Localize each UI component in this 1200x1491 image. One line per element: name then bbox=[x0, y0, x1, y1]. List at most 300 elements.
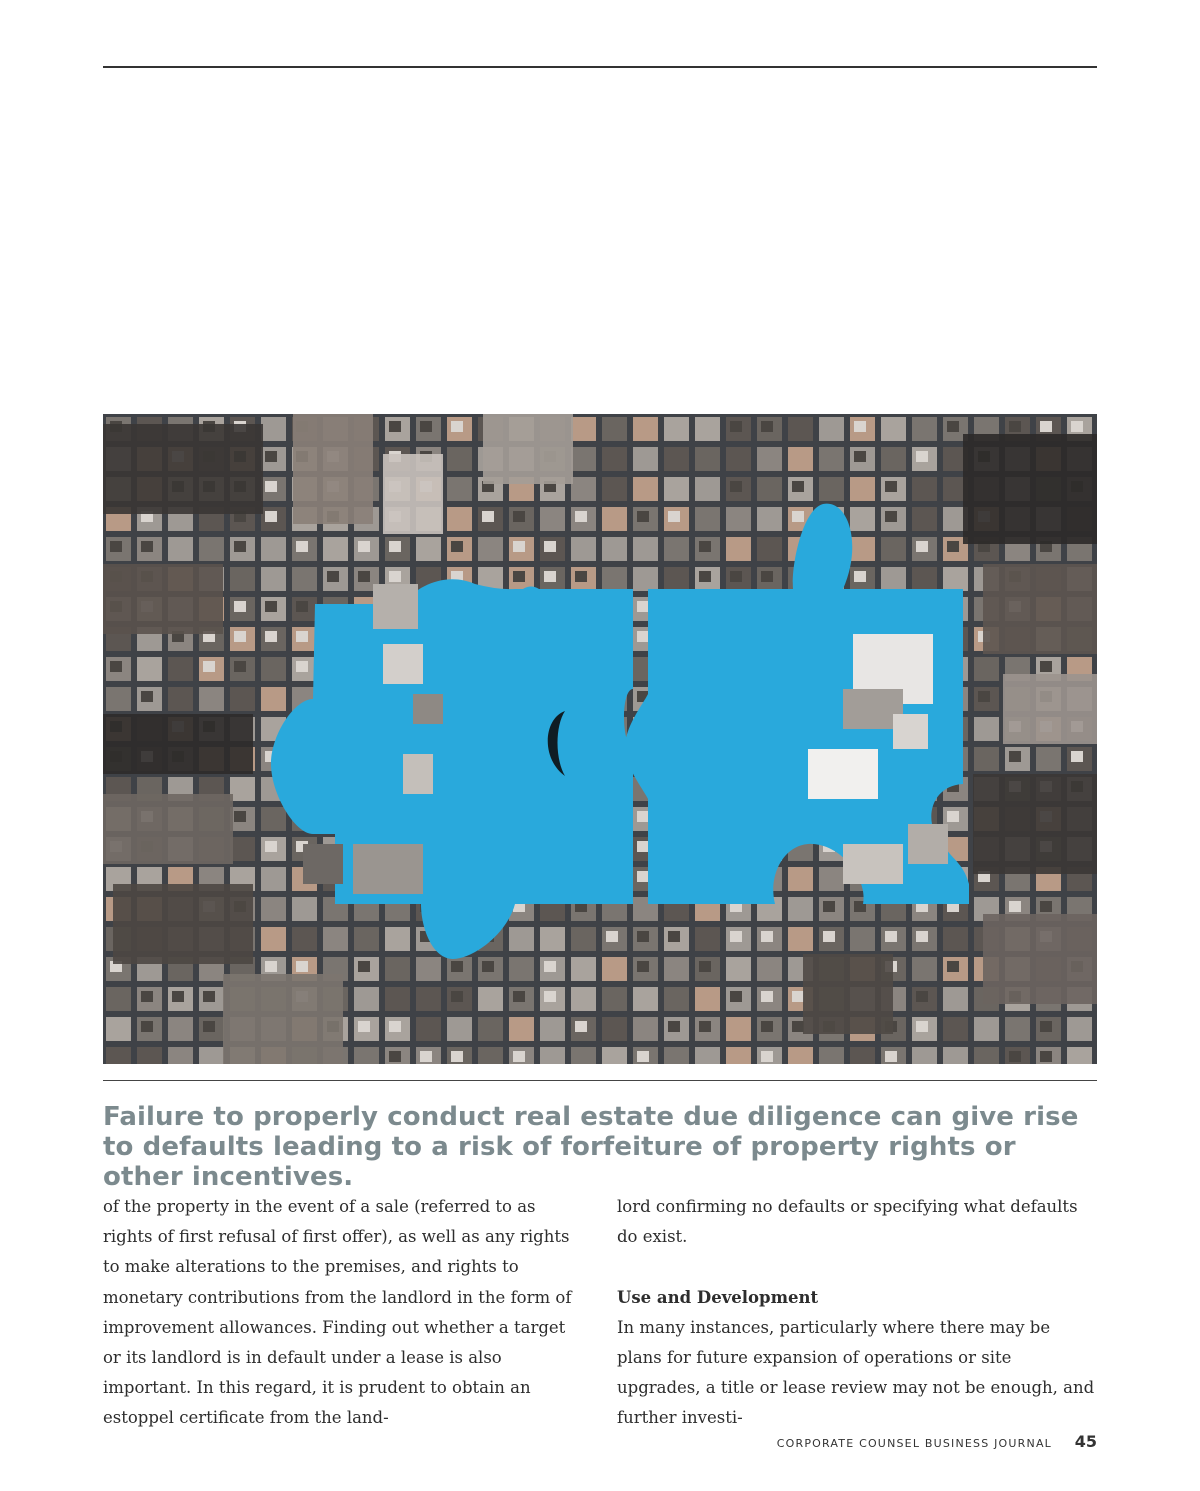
rooftop-detail bbox=[1009, 751, 1021, 762]
rooftop-detail bbox=[1009, 901, 1021, 912]
rooftop-detail bbox=[575, 1021, 587, 1032]
city-block bbox=[261, 687, 286, 711]
building-over-puzzle bbox=[413, 694, 443, 724]
rooftop-detail bbox=[1040, 1021, 1052, 1032]
building-over-puzzle bbox=[893, 714, 928, 749]
rooftop-detail bbox=[1009, 1051, 1021, 1062]
city-block bbox=[199, 687, 224, 711]
rooftop-detail bbox=[358, 571, 370, 582]
city-block bbox=[912, 417, 937, 441]
rooftop-detail bbox=[761, 1051, 773, 1062]
rooftop-detail bbox=[761, 571, 773, 582]
pull-quote: Failure to properly conduct real estate due diligence can give rise to defaults leading to a risk of forfeiture of property rights or other incentives. bbox=[103, 1102, 1079, 1192]
rooftop-detail bbox=[1009, 421, 1021, 432]
city-block bbox=[633, 447, 658, 471]
rooftop-detail bbox=[730, 931, 742, 942]
city-block bbox=[602, 447, 627, 471]
rooftop-detail bbox=[761, 931, 773, 942]
city-block bbox=[788, 447, 813, 471]
city-block bbox=[106, 987, 131, 1011]
city-block bbox=[664, 447, 689, 471]
city-block bbox=[788, 897, 813, 921]
rooftop-detail bbox=[265, 631, 277, 642]
rooftop-detail bbox=[141, 541, 153, 552]
rooftop-detail bbox=[389, 421, 401, 432]
city-block bbox=[571, 477, 596, 501]
rooftop-detail bbox=[513, 571, 525, 582]
city-block bbox=[881, 447, 906, 471]
rooftop-detail bbox=[699, 571, 711, 582]
tower-rooftop bbox=[293, 414, 373, 524]
city-block bbox=[664, 477, 689, 501]
city-block bbox=[385, 987, 410, 1011]
rooftop-detail bbox=[389, 1021, 401, 1032]
city-block bbox=[354, 927, 379, 951]
city-block bbox=[633, 477, 658, 501]
city-block bbox=[602, 957, 627, 981]
city-block bbox=[664, 1047, 689, 1064]
city-block bbox=[695, 927, 720, 951]
tower-rooftop bbox=[803, 954, 893, 1034]
rooftop-detail bbox=[451, 991, 463, 1002]
rooftop-detail bbox=[637, 841, 649, 852]
city-block bbox=[633, 417, 658, 441]
city-block bbox=[726, 447, 751, 471]
rooftop-detail bbox=[730, 571, 742, 582]
city-block bbox=[726, 537, 751, 561]
city-block bbox=[168, 657, 193, 681]
building-over-puzzle bbox=[383, 644, 423, 684]
rooftop-detail bbox=[234, 811, 246, 822]
city-block bbox=[757, 447, 782, 471]
city-block bbox=[292, 567, 317, 591]
city-block bbox=[664, 987, 689, 1011]
city-block bbox=[1067, 1047, 1092, 1064]
rooftop-detail bbox=[203, 1021, 215, 1032]
section-subhead: Use and Development bbox=[617, 1287, 819, 1307]
city-block bbox=[633, 537, 658, 561]
city-block bbox=[819, 477, 844, 501]
rooftop-detail bbox=[203, 991, 215, 1002]
top-rule bbox=[103, 66, 1097, 68]
city-block bbox=[385, 927, 410, 951]
right-column-body: In many instances, particularly where there may be plans for future expansion of operations or site upgrades, a title or lease review may not be enough, and further investi- bbox=[617, 1317, 1095, 1428]
rooftop-detail bbox=[699, 1021, 711, 1032]
city-block bbox=[757, 477, 782, 501]
rooftop-detail bbox=[265, 601, 277, 612]
rooftop-detail bbox=[1071, 421, 1083, 432]
rooftop-detail bbox=[265, 511, 277, 522]
city-block bbox=[354, 987, 379, 1011]
city-block bbox=[199, 1047, 224, 1064]
rooftop-detail bbox=[265, 841, 277, 852]
city-block bbox=[788, 417, 813, 441]
city-block bbox=[509, 927, 534, 951]
city-block bbox=[912, 567, 937, 591]
city-block bbox=[695, 507, 720, 531]
rooftop-detail bbox=[916, 931, 928, 942]
tower-rooftop bbox=[483, 414, 573, 484]
rooftop-detail bbox=[916, 991, 928, 1002]
building-over-puzzle bbox=[373, 584, 418, 629]
rooftop-detail bbox=[1040, 1051, 1052, 1062]
city-block bbox=[943, 1017, 968, 1041]
city-block bbox=[974, 657, 999, 681]
rooftop-detail bbox=[668, 511, 680, 522]
city-block bbox=[695, 987, 720, 1011]
city-block bbox=[168, 687, 193, 711]
rooftop-detail bbox=[265, 961, 277, 972]
city-block bbox=[912, 1047, 937, 1064]
city-block bbox=[292, 897, 317, 921]
city-block bbox=[943, 927, 968, 951]
city-block bbox=[447, 1017, 472, 1041]
city-block bbox=[974, 747, 999, 771]
tower-rooftop bbox=[973, 774, 1097, 874]
city-block bbox=[416, 987, 441, 1011]
city-block bbox=[850, 537, 875, 561]
city-block bbox=[230, 837, 255, 861]
rooftop-detail bbox=[296, 601, 308, 612]
rooftop-detail bbox=[885, 481, 897, 492]
rooftop-detail bbox=[575, 511, 587, 522]
city-block bbox=[540, 1047, 565, 1064]
left-column-text: of the property in the event of a sale (referred to as rights of first refusal of first offer), as well as any rights to make alterations to the premises, and rights to monetary contributions from the landlord in the form of improvement allowances. Finding out whether a target or its landlord is in default under a lease is also important. In this regard, it is prudent to obtain an estoppel certificate from the land- bbox=[103, 1197, 572, 1428]
tower-rooftop bbox=[983, 564, 1097, 654]
city-block bbox=[602, 507, 627, 531]
city-block bbox=[1067, 1017, 1092, 1041]
tower-rooftop bbox=[103, 714, 253, 774]
city-block bbox=[664, 957, 689, 981]
rooftop-detail bbox=[637, 511, 649, 522]
city-block bbox=[106, 1017, 131, 1041]
city-block bbox=[571, 1047, 596, 1064]
city-block bbox=[447, 477, 472, 501]
city-block bbox=[757, 507, 782, 531]
city-block bbox=[447, 507, 472, 531]
rooftop-detail bbox=[172, 991, 184, 1002]
city-block bbox=[323, 927, 348, 951]
rooftop-detail bbox=[265, 481, 277, 492]
rooftop-detail bbox=[668, 1021, 680, 1032]
city-block bbox=[168, 537, 193, 561]
city-block bbox=[478, 987, 503, 1011]
city-block bbox=[292, 927, 317, 951]
rooftop-detail bbox=[792, 1021, 804, 1032]
rooftop-detail bbox=[358, 541, 370, 552]
city-block bbox=[571, 957, 596, 981]
rooftop-detail bbox=[234, 541, 246, 552]
rooftop-detail bbox=[823, 901, 835, 912]
caption-rule bbox=[103, 1080, 1097, 1081]
city-block bbox=[664, 537, 689, 561]
city-puzzle-image bbox=[103, 414, 1097, 1064]
rooftop-detail bbox=[885, 511, 897, 522]
rooftop-detail bbox=[451, 961, 463, 972]
city-block bbox=[261, 417, 286, 441]
rooftop-detail bbox=[637, 1051, 649, 1062]
rooftop-detail bbox=[1040, 901, 1052, 912]
city-block bbox=[695, 477, 720, 501]
tower-rooftop bbox=[103, 794, 233, 864]
rooftop-detail bbox=[854, 421, 866, 432]
city-block bbox=[1005, 1017, 1030, 1041]
rooftop-detail bbox=[389, 571, 401, 582]
city-block bbox=[385, 957, 410, 981]
city-block bbox=[850, 1047, 875, 1064]
rooftop-detail bbox=[296, 661, 308, 672]
tower-rooftop bbox=[103, 564, 223, 634]
rooftop-detail bbox=[916, 541, 928, 552]
city-block bbox=[261, 537, 286, 561]
rooftop-detail bbox=[947, 961, 959, 972]
tower-rooftop bbox=[113, 884, 253, 964]
rooftop-detail bbox=[296, 961, 308, 972]
rooftop-detail bbox=[1071, 751, 1083, 762]
paragraph-gap bbox=[617, 1252, 1099, 1282]
city-block bbox=[943, 987, 968, 1011]
building-over-puzzle bbox=[808, 749, 878, 799]
city-block bbox=[261, 657, 286, 681]
page-number: 45 bbox=[1074, 1432, 1097, 1451]
city-block bbox=[819, 867, 844, 891]
rooftop-detail bbox=[637, 871, 649, 882]
rooftop-detail bbox=[544, 961, 556, 972]
building-over-puzzle bbox=[908, 824, 948, 864]
city-block bbox=[850, 927, 875, 951]
rooftop-detail bbox=[544, 541, 556, 552]
rooftop-detail bbox=[947, 541, 959, 552]
city-block bbox=[137, 1047, 162, 1064]
city-block bbox=[664, 417, 689, 441]
city-block bbox=[447, 447, 472, 471]
rooftop-detail bbox=[203, 661, 215, 672]
city-block bbox=[602, 417, 627, 441]
city-block bbox=[912, 957, 937, 981]
rooftop-detail bbox=[141, 691, 153, 702]
left-column bbox=[103, 1192, 585, 1434]
city-block bbox=[571, 417, 596, 441]
city-block bbox=[881, 537, 906, 561]
rooftop-detail bbox=[482, 511, 494, 522]
city-block bbox=[478, 537, 503, 561]
right-column bbox=[617, 1192, 1099, 1434]
rooftop-detail bbox=[637, 631, 649, 642]
rooftop-detail bbox=[513, 1051, 525, 1062]
city-block bbox=[602, 1047, 627, 1064]
rooftop-detail bbox=[451, 1051, 463, 1062]
city-block bbox=[943, 567, 968, 591]
city-block bbox=[540, 507, 565, 531]
rooftop-detail bbox=[327, 571, 339, 582]
rooftop-detail bbox=[885, 931, 897, 942]
building-over-puzzle bbox=[303, 844, 343, 884]
city-block bbox=[168, 1017, 193, 1041]
rooftop-detail bbox=[730, 991, 742, 1002]
rooftop-detail bbox=[637, 961, 649, 972]
rooftop-detail bbox=[699, 541, 711, 552]
city-block bbox=[199, 537, 224, 561]
city-block bbox=[695, 1047, 720, 1064]
rooftop-detail bbox=[668, 931, 680, 942]
city-block bbox=[850, 477, 875, 501]
rooftop-detail bbox=[1040, 421, 1052, 432]
city-block bbox=[881, 417, 906, 441]
city-block bbox=[1036, 747, 1061, 771]
city-block bbox=[602, 477, 627, 501]
rooftop-detail bbox=[358, 1021, 370, 1032]
city-block bbox=[788, 867, 813, 891]
city-block bbox=[912, 477, 937, 501]
city-block bbox=[571, 987, 596, 1011]
rooftop-detail bbox=[296, 541, 308, 552]
city-block bbox=[571, 537, 596, 561]
city-puzzle-illustration bbox=[103, 414, 1097, 1064]
city-block bbox=[633, 567, 658, 591]
rooftop-detail bbox=[141, 1021, 153, 1032]
tower-rooftop bbox=[1003, 674, 1097, 744]
rooftop-detail bbox=[544, 571, 556, 582]
rooftop-detail bbox=[792, 481, 804, 492]
rooftop-detail bbox=[730, 481, 742, 492]
rooftop-detail bbox=[141, 991, 153, 1002]
rooftop-detail bbox=[420, 1051, 432, 1062]
tower-rooftop bbox=[383, 454, 443, 534]
rooftop-detail bbox=[234, 601, 246, 612]
city-block bbox=[168, 1047, 193, 1064]
rooftop-detail bbox=[823, 931, 835, 942]
rooftop-detail bbox=[761, 421, 773, 432]
tower-rooftop bbox=[223, 974, 343, 1064]
rooftop-detail bbox=[885, 1051, 897, 1062]
city-block bbox=[974, 717, 999, 741]
city-block bbox=[416, 957, 441, 981]
rooftop-detail bbox=[389, 1051, 401, 1062]
city-block bbox=[757, 537, 782, 561]
rooftop-detail bbox=[358, 961, 370, 972]
rooftop-detail bbox=[265, 451, 277, 462]
rooftop-detail bbox=[730, 421, 742, 432]
building-over-puzzle bbox=[403, 754, 433, 794]
city-block bbox=[354, 1047, 379, 1064]
rooftop-detail bbox=[606, 931, 618, 942]
publication-name: CORPORATE COUNSEL BUSINESS JOURNAL bbox=[776, 1437, 1052, 1450]
city-block bbox=[261, 567, 286, 591]
rooftop-detail bbox=[637, 811, 649, 822]
city-block bbox=[509, 1017, 534, 1041]
rooftop-detail bbox=[854, 571, 866, 582]
city-block bbox=[788, 927, 813, 951]
tower-rooftop bbox=[983, 914, 1097, 1004]
city-block bbox=[571, 927, 596, 951]
city-block bbox=[788, 1047, 813, 1064]
city-block bbox=[509, 957, 534, 981]
city-block bbox=[633, 987, 658, 1011]
city-block bbox=[726, 507, 751, 531]
city-block bbox=[943, 1047, 968, 1064]
city-block bbox=[819, 417, 844, 441]
city-block bbox=[757, 957, 782, 981]
rooftop-detail bbox=[916, 1021, 928, 1032]
city-block bbox=[695, 447, 720, 471]
rooftop-detail bbox=[513, 541, 525, 552]
rooftop-detail bbox=[513, 511, 525, 522]
rooftop-detail bbox=[513, 991, 525, 1002]
city-block bbox=[416, 537, 441, 561]
city-block bbox=[261, 927, 286, 951]
rooftop-detail bbox=[234, 631, 246, 642]
rooftop-detail bbox=[761, 1021, 773, 1032]
city-block bbox=[726, 957, 751, 981]
city-block bbox=[602, 1017, 627, 1041]
rooftop-detail bbox=[947, 811, 959, 822]
rooftop-detail bbox=[978, 691, 990, 702]
city-block bbox=[602, 537, 627, 561]
rooftop-detail bbox=[947, 421, 959, 432]
city-block bbox=[726, 1017, 751, 1041]
city-block bbox=[695, 417, 720, 441]
rooftop-detail bbox=[389, 541, 401, 552]
right-column-intro: lord confirming no defaults or specifying what defaults do exist. bbox=[617, 1197, 1078, 1247]
city-block bbox=[230, 567, 255, 591]
city-block bbox=[819, 1047, 844, 1064]
rooftop-detail bbox=[761, 991, 773, 1002]
city-block bbox=[602, 567, 627, 591]
rooftop-detail bbox=[699, 961, 711, 972]
city-block bbox=[416, 1017, 441, 1041]
building-over-puzzle bbox=[843, 844, 903, 884]
city-block bbox=[261, 897, 286, 921]
city-block bbox=[881, 567, 906, 591]
rooftop-detail bbox=[420, 421, 432, 432]
city-block bbox=[726, 1047, 751, 1064]
city-block bbox=[912, 507, 937, 531]
rooftop-detail bbox=[637, 931, 649, 942]
rooftop-detail bbox=[792, 511, 804, 522]
city-block bbox=[974, 1047, 999, 1064]
rooftop-detail bbox=[637, 601, 649, 612]
city-block bbox=[633, 1017, 658, 1041]
city-block bbox=[261, 807, 286, 831]
city-block bbox=[819, 447, 844, 471]
rooftop-detail bbox=[296, 631, 308, 642]
rooftop-detail bbox=[1040, 661, 1052, 672]
rooftop-detail bbox=[544, 991, 556, 1002]
city-block bbox=[261, 867, 286, 891]
rooftop-detail bbox=[916, 451, 928, 462]
building-over-puzzle bbox=[353, 844, 423, 894]
city-block bbox=[974, 1017, 999, 1041]
tower-rooftop bbox=[963, 434, 1097, 544]
city-block bbox=[478, 1017, 503, 1041]
rooftop-detail bbox=[234, 661, 246, 672]
rooftop-detail bbox=[110, 661, 122, 672]
city-block bbox=[230, 777, 255, 801]
city-block bbox=[540, 1017, 565, 1041]
rooftop-detail bbox=[451, 421, 463, 432]
city-block bbox=[571, 447, 596, 471]
city-block bbox=[850, 507, 875, 531]
rooftop-detail bbox=[854, 451, 866, 462]
city-block bbox=[106, 687, 131, 711]
city-block bbox=[323, 537, 348, 561]
rooftop-detail bbox=[482, 961, 494, 972]
city-block bbox=[540, 927, 565, 951]
tower-rooftop bbox=[103, 424, 263, 514]
city-block bbox=[230, 687, 255, 711]
city-block bbox=[106, 1047, 131, 1064]
rooftop-detail bbox=[575, 571, 587, 582]
